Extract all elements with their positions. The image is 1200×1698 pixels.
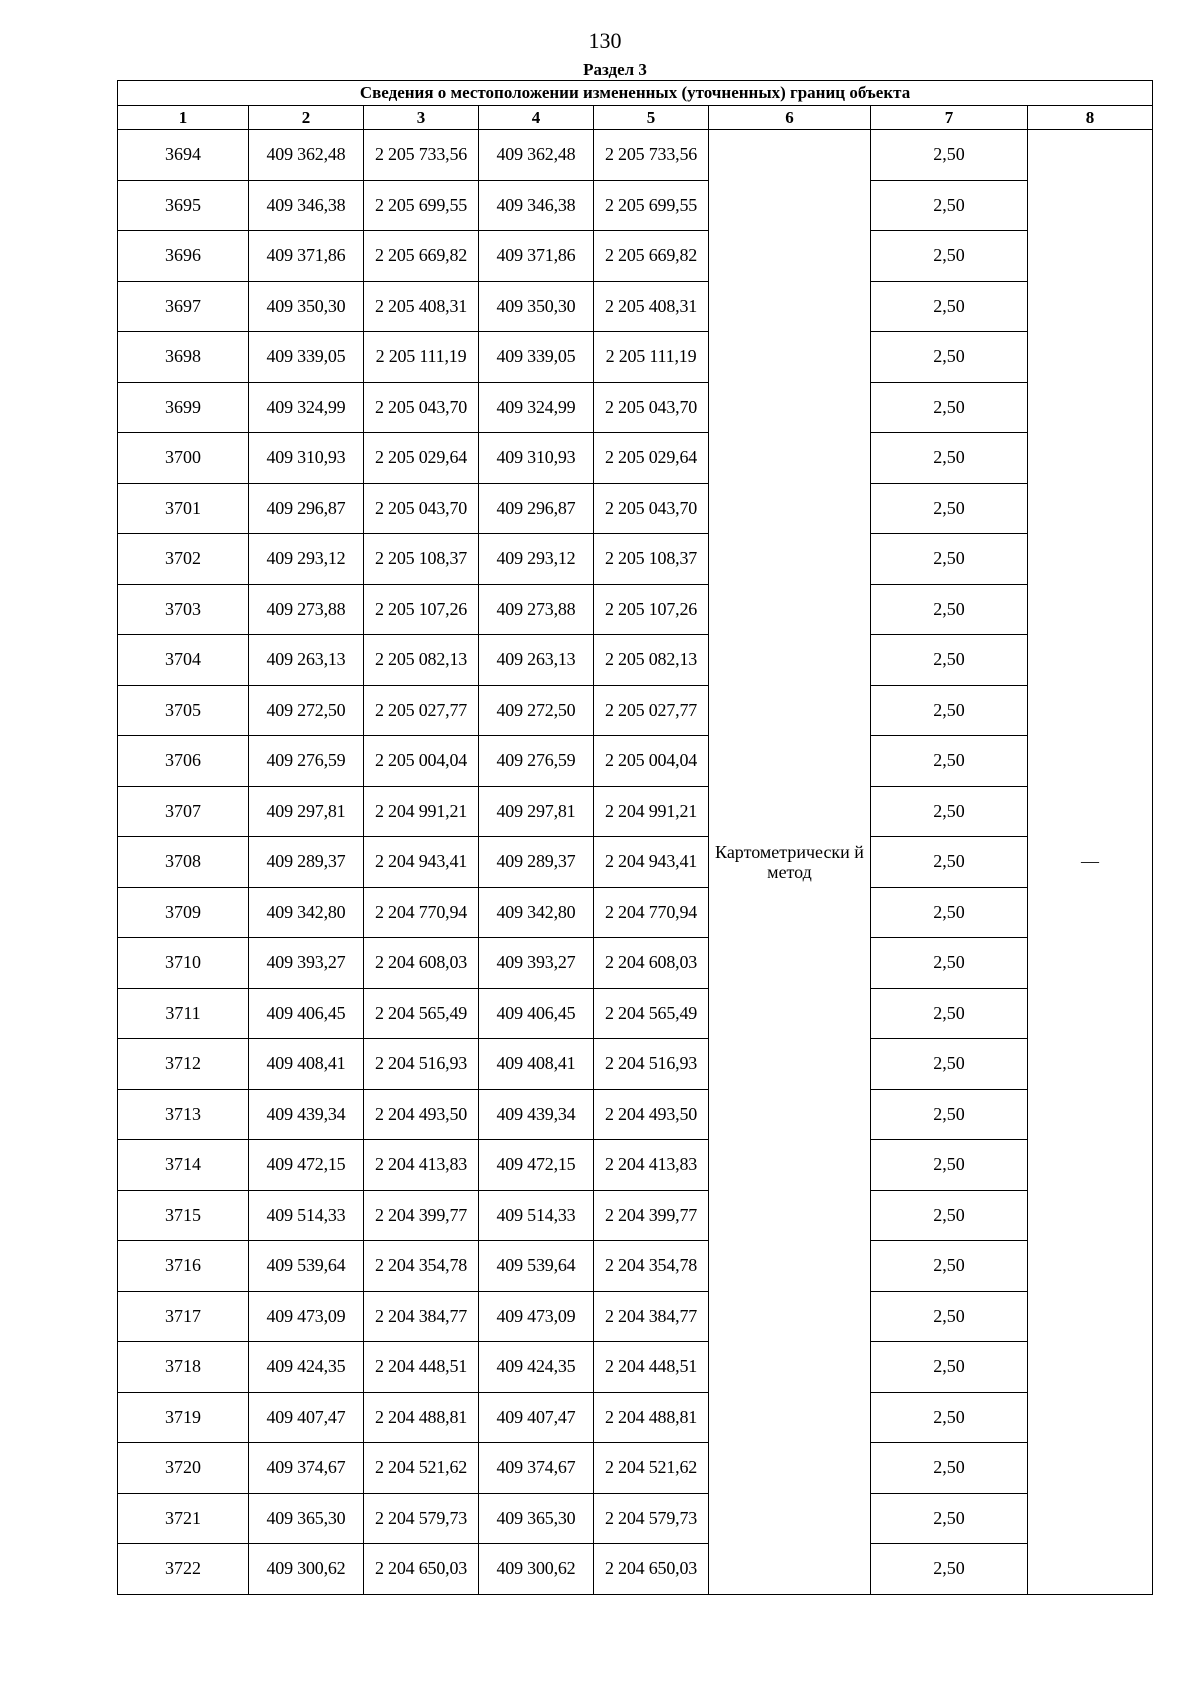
y-old-cell: 2 204 608,03 [364, 938, 479, 989]
x-old-cell: 409 408,41 [249, 1039, 364, 1090]
accuracy-cell: 2,50 [871, 584, 1028, 635]
y-new-cell: 2 205 082,13 [594, 635, 709, 686]
table-row [118, 1140, 1153, 1191]
table-row [118, 231, 1153, 282]
x-old-cell: 409 276,59 [249, 736, 364, 787]
y-new-cell: 2 204 565,49 [594, 988, 709, 1039]
y-old-cell: 2 204 488,81 [364, 1392, 479, 1443]
point-number-cell: 3721 [118, 1493, 249, 1544]
point-number-cell: 3714 [118, 1140, 249, 1191]
accuracy-cell: 2,50 [871, 685, 1028, 736]
x-old-cell: 409 263,13 [249, 635, 364, 686]
table-row [118, 1241, 1153, 1292]
table-row [118, 534, 1153, 585]
y-new-cell: 2 204 354,78 [594, 1241, 709, 1292]
x-old-cell: 409 342,80 [249, 887, 364, 938]
y-new-cell: 2 204 650,03 [594, 1544, 709, 1595]
table-row [118, 1190, 1153, 1241]
accuracy-cell: 2,50 [871, 130, 1028, 181]
x-new-cell: 409 293,12 [479, 534, 594, 585]
y-old-cell: 2 205 043,70 [364, 483, 479, 534]
y-old-cell: 2 204 413,83 [364, 1140, 479, 1191]
table-row [118, 1392, 1153, 1443]
x-new-cell: 409 272,50 [479, 685, 594, 736]
x-new-cell: 409 276,59 [479, 736, 594, 787]
point-number-cell: 3706 [118, 736, 249, 787]
point-number-cell: 3720 [118, 1443, 249, 1494]
y-old-cell: 2 205 111,19 [364, 332, 479, 383]
accuracy-cell: 2,50 [871, 635, 1028, 686]
accuracy-cell: 2,50 [871, 1443, 1028, 1494]
column-number-row [118, 106, 1153, 130]
accuracy-cell: 2,50 [871, 281, 1028, 332]
table-row [118, 483, 1153, 534]
x-old-cell: 409 273,88 [249, 584, 364, 635]
y-old-cell: 2 204 521,62 [364, 1443, 479, 1494]
y-new-cell: 2 205 043,70 [594, 382, 709, 433]
accuracy-cell: 2,50 [871, 1342, 1028, 1393]
point-number-cell: 3717 [118, 1291, 249, 1342]
x-new-cell: 409 439,34 [479, 1089, 594, 1140]
x-new-cell: 409 350,30 [479, 281, 594, 332]
point-number-cell: 3694 [118, 130, 249, 181]
accuracy-cell: 2,50 [871, 837, 1028, 888]
column-number: 4 [479, 106, 594, 130]
point-number-cell: 3699 [118, 382, 249, 433]
accuracy-cell: 2,50 [871, 1140, 1028, 1191]
table-body [118, 130, 1153, 1595]
x-old-cell: 409 324,99 [249, 382, 364, 433]
y-new-cell: 2 205 669,82 [594, 231, 709, 282]
point-number-cell: 3701 [118, 483, 249, 534]
column-number: 6 [709, 106, 871, 130]
x-old-cell: 409 407,47 [249, 1392, 364, 1443]
y-new-cell: 2 205 108,37 [594, 534, 709, 585]
accuracy-cell: 2,50 [871, 1089, 1028, 1140]
table-row [118, 382, 1153, 433]
column-number: 7 [871, 106, 1028, 130]
table-row [118, 1039, 1153, 1090]
y-new-cell: 2 204 493,50 [594, 1089, 709, 1140]
y-old-cell: 2 204 384,77 [364, 1291, 479, 1342]
x-new-cell: 409 339,05 [479, 332, 594, 383]
x-old-cell: 409 365,30 [249, 1493, 364, 1544]
table-row [118, 1493, 1153, 1544]
x-old-cell: 409 406,45 [249, 988, 364, 1039]
y-new-cell: 2 205 027,77 [594, 685, 709, 736]
y-old-cell: 2 204 399,77 [364, 1190, 479, 1241]
x-old-cell: 409 297,81 [249, 786, 364, 837]
y-new-cell: 2 205 107,26 [594, 584, 709, 635]
y-new-cell: 2 204 488,81 [594, 1392, 709, 1443]
y-old-cell: 2 205 043,70 [364, 382, 479, 433]
x-new-cell: 409 300,62 [479, 1544, 594, 1595]
x-old-cell: 409 310,93 [249, 433, 364, 484]
x-new-cell: 409 473,09 [479, 1291, 594, 1342]
point-number-cell: 3698 [118, 332, 249, 383]
table-row [118, 1291, 1153, 1342]
x-old-cell: 409 473,09 [249, 1291, 364, 1342]
x-new-cell: 409 393,27 [479, 938, 594, 989]
y-old-cell: 2 205 699,55 [364, 180, 479, 231]
column-number: 3 [364, 106, 479, 130]
table-row [118, 635, 1153, 686]
y-old-cell: 2 204 579,73 [364, 1493, 479, 1544]
x-old-cell: 409 472,15 [249, 1140, 364, 1191]
x-new-cell: 409 371,86 [479, 231, 594, 282]
accuracy-cell: 2,50 [871, 988, 1028, 1039]
y-new-cell: 2 204 579,73 [594, 1493, 709, 1544]
x-old-cell: 409 362,48 [249, 130, 364, 181]
table-row [118, 1544, 1153, 1595]
page-number: 130 [588, 28, 622, 53]
table-row [118, 1342, 1153, 1393]
x-new-cell: 409 324,99 [479, 382, 594, 433]
y-new-cell: 2 204 384,77 [594, 1291, 709, 1342]
x-old-cell: 409 350,30 [249, 281, 364, 332]
y-old-cell: 2 204 448,51 [364, 1342, 479, 1393]
y-new-cell: 2 204 413,83 [594, 1140, 709, 1191]
table-row [118, 988, 1153, 1039]
table-row [118, 938, 1153, 989]
x-new-cell: 409 289,37 [479, 837, 594, 888]
y-old-cell: 2 205 029,64 [364, 433, 479, 484]
point-number-cell: 3713 [118, 1089, 249, 1140]
y-new-cell: 2 205 043,70 [594, 483, 709, 534]
x-old-cell: 409 393,27 [249, 938, 364, 989]
point-number-cell: 3696 [118, 231, 249, 282]
y-new-cell: 2 205 029,64 [594, 433, 709, 484]
y-old-cell: 2 205 027,77 [364, 685, 479, 736]
point-number-cell: 3704 [118, 635, 249, 686]
accuracy-cell: 2,50 [871, 786, 1028, 837]
table-row [118, 180, 1153, 231]
boundary-coordinates-table [117, 80, 1153, 1595]
accuracy-cell: 2,50 [871, 332, 1028, 383]
x-new-cell: 409 408,41 [479, 1039, 594, 1090]
column-8-cell: — [1028, 130, 1153, 1595]
table-row [118, 1443, 1153, 1494]
y-old-cell: 2 205 004,04 [364, 736, 479, 787]
accuracy-cell: 2,50 [871, 1291, 1028, 1342]
y-new-cell: 2 205 699,55 [594, 180, 709, 231]
x-new-cell: 409 273,88 [479, 584, 594, 635]
x-old-cell: 409 289,37 [249, 837, 364, 888]
x-old-cell: 409 439,34 [249, 1089, 364, 1140]
table-row [118, 332, 1153, 383]
x-old-cell: 409 374,67 [249, 1443, 364, 1494]
y-new-cell: 2 204 991,21 [594, 786, 709, 837]
x-old-cell: 409 371,86 [249, 231, 364, 282]
x-new-cell: 409 424,35 [479, 1342, 594, 1393]
point-number-cell: 3705 [118, 685, 249, 736]
y-old-cell: 2 204 565,49 [364, 988, 479, 1039]
x-old-cell: 409 424,35 [249, 1342, 364, 1393]
y-new-cell: 2 205 004,04 [594, 736, 709, 787]
x-old-cell: 409 539,64 [249, 1241, 364, 1292]
accuracy-cell: 2,50 [871, 1241, 1028, 1292]
x-new-cell: 409 297,81 [479, 786, 594, 837]
x-new-cell: 409 342,80 [479, 887, 594, 938]
point-number-cell: 3716 [118, 1241, 249, 1292]
table-row [118, 1089, 1153, 1140]
y-old-cell: 2 205 108,37 [364, 534, 479, 585]
method-cell: Картометрически й метод [709, 130, 871, 1595]
x-new-cell: 409 472,15 [479, 1140, 594, 1191]
point-number-cell: 3702 [118, 534, 249, 585]
point-number-cell: 3722 [118, 1544, 249, 1595]
y-old-cell: 2 205 408,31 [364, 281, 479, 332]
accuracy-cell: 2,50 [871, 1039, 1028, 1090]
y-new-cell: 2 204 943,41 [594, 837, 709, 888]
x-old-cell: 409 296,87 [249, 483, 364, 534]
point-number-cell: 3709 [118, 887, 249, 938]
y-new-cell: 2 204 770,94 [594, 887, 709, 938]
accuracy-cell: 2,50 [871, 534, 1028, 585]
table-row [118, 685, 1153, 736]
column-number: 2 [249, 106, 364, 130]
column-number: 1 [118, 106, 249, 130]
accuracy-cell: 2,50 [871, 483, 1028, 534]
point-number-cell: 3708 [118, 837, 249, 888]
table-row [118, 130, 1153, 181]
accuracy-cell: 2,50 [871, 180, 1028, 231]
x-old-cell: 409 300,62 [249, 1544, 364, 1595]
point-number-cell: 3718 [118, 1342, 249, 1393]
accuracy-cell: 2,50 [871, 1544, 1028, 1595]
accuracy-cell: 2,50 [871, 433, 1028, 484]
y-old-cell: 2 204 943,41 [364, 837, 479, 888]
point-number-cell: 3719 [118, 1392, 249, 1443]
x-old-cell: 409 272,50 [249, 685, 364, 736]
y-old-cell: 2 205 082,13 [364, 635, 479, 686]
table-row [118, 584, 1153, 635]
x-new-cell: 409 514,33 [479, 1190, 594, 1241]
point-number-cell: 3695 [118, 180, 249, 231]
table-row [118, 736, 1153, 787]
point-number-cell: 3715 [118, 1190, 249, 1241]
x-new-cell: 409 407,47 [479, 1392, 594, 1443]
y-old-cell: 2 204 516,93 [364, 1039, 479, 1090]
y-old-cell: 2 204 650,03 [364, 1544, 479, 1595]
x-new-cell: 409 374,67 [479, 1443, 594, 1494]
accuracy-cell: 2,50 [871, 1190, 1028, 1241]
x-new-cell: 409 539,64 [479, 1241, 594, 1292]
column-number: 8 [1028, 106, 1153, 130]
point-number-cell: 3712 [118, 1039, 249, 1090]
y-old-cell: 2 204 354,78 [364, 1241, 479, 1292]
x-new-cell: 409 406,45 [479, 988, 594, 1039]
x-old-cell: 409 293,12 [249, 534, 364, 585]
point-number-cell: 3707 [118, 786, 249, 837]
x-old-cell: 409 514,33 [249, 1190, 364, 1241]
x-old-cell: 409 339,05 [249, 332, 364, 383]
column-number: 5 [594, 106, 709, 130]
x-old-cell: 409 346,38 [249, 180, 364, 231]
table-caption: Сведения о местоположении измененных (уточненных) границ объекта [118, 81, 1153, 106]
section-title: Раздел 3 [583, 60, 647, 79]
y-new-cell: 2 204 448,51 [594, 1342, 709, 1393]
point-number-cell: 3700 [118, 433, 249, 484]
x-new-cell: 409 263,13 [479, 635, 594, 686]
y-old-cell: 2 204 991,21 [364, 786, 479, 837]
point-number-cell: 3711 [118, 988, 249, 1039]
x-new-cell: 409 310,93 [479, 433, 594, 484]
y-new-cell: 2 204 608,03 [594, 938, 709, 989]
accuracy-cell: 2,50 [871, 382, 1028, 433]
table-row [118, 786, 1153, 837]
accuracy-cell: 2,50 [871, 736, 1028, 787]
x-new-cell: 409 362,48 [479, 130, 594, 181]
x-new-cell: 409 365,30 [479, 1493, 594, 1544]
y-new-cell: 2 205 408,31 [594, 281, 709, 332]
accuracy-cell: 2,50 [871, 231, 1028, 282]
y-new-cell: 2 205 111,19 [594, 332, 709, 383]
y-new-cell: 2 205 733,56 [594, 130, 709, 181]
accuracy-cell: 2,50 [871, 1392, 1028, 1443]
table-row [118, 281, 1153, 332]
y-old-cell: 2 205 669,82 [364, 231, 479, 282]
table-row [118, 433, 1153, 484]
y-old-cell: 2 205 733,56 [364, 130, 479, 181]
x-new-cell: 409 296,87 [479, 483, 594, 534]
y-new-cell: 2 204 399,77 [594, 1190, 709, 1241]
point-number-cell: 3697 [118, 281, 249, 332]
table-row [118, 837, 1153, 888]
point-number-cell: 3710 [118, 938, 249, 989]
y-new-cell: 2 204 521,62 [594, 1443, 709, 1494]
accuracy-cell: 2,50 [871, 938, 1028, 989]
accuracy-cell: 2,50 [871, 1493, 1028, 1544]
y-new-cell: 2 204 516,93 [594, 1039, 709, 1090]
table-row [118, 887, 1153, 938]
accuracy-cell: 2,50 [871, 887, 1028, 938]
x-new-cell: 409 346,38 [479, 180, 594, 231]
point-number-cell: 3703 [118, 584, 249, 635]
y-old-cell: 2 204 493,50 [364, 1089, 479, 1140]
y-old-cell: 2 205 107,26 [364, 584, 479, 635]
y-old-cell: 2 204 770,94 [364, 887, 479, 938]
